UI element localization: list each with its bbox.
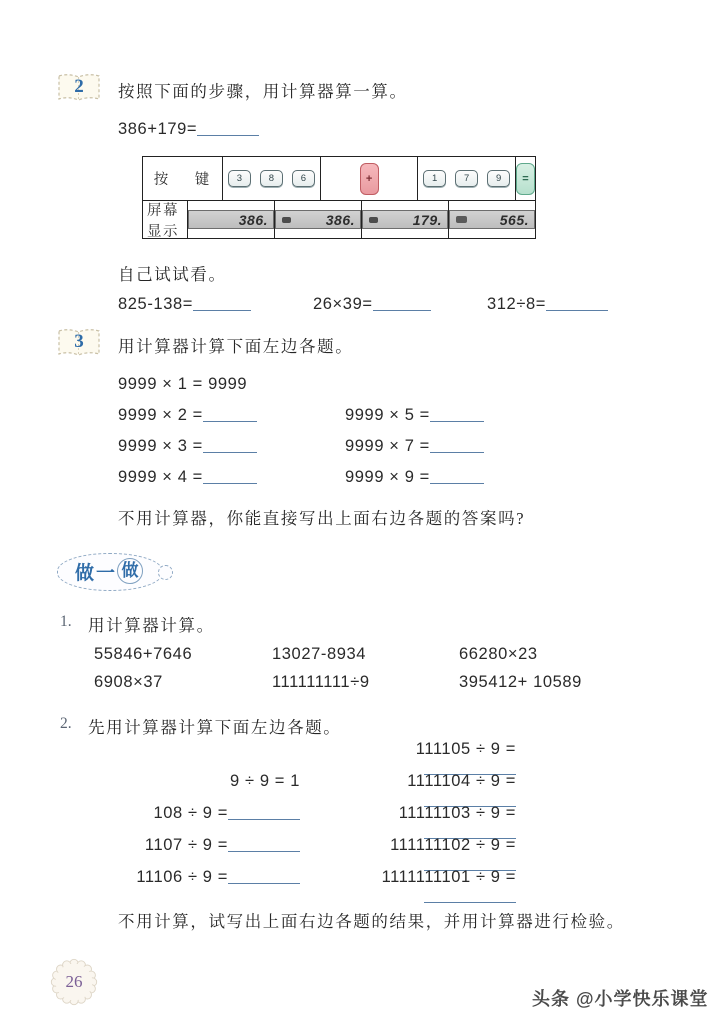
- ex3-left-row-1: 9999 × 1 = 9999: [118, 375, 248, 393]
- answer-blank[interactable]: [424, 887, 516, 903]
- ex3-right-row-3: 9999 × 9 =: [345, 468, 484, 487]
- watermark-text: 头条 @小学快乐课堂: [532, 989, 709, 1009]
- answer-blank[interactable]: [203, 406, 257, 422]
- exercise-2-number: 2: [74, 76, 84, 97]
- practice-2-left-row-3: 1107 ÷ 9 =: [120, 836, 300, 855]
- practice-2-closing: 不用计算，试写出上面右边各题的结果，并用计算器进行检验。: [118, 912, 625, 931]
- keys-cell-1: [223, 157, 321, 200]
- calculator-display-3: 179.: [362, 210, 448, 229]
- practice-2-right-row-2: 1111104 ÷ 9 =: [330, 772, 516, 810]
- answer-blank[interactable]: [430, 437, 484, 453]
- practice-2-left-row-1: 9 ÷ 9 = 1: [230, 772, 300, 790]
- try-problem-2: 26×39=: [313, 295, 431, 314]
- practice-1-r2c2: 111111111÷9: [272, 673, 370, 691]
- practice-item-2-number: 2.: [60, 715, 72, 732]
- calculator-display-4: 565.: [449, 210, 535, 229]
- ex3-left-row-3: 9999 × 3 =: [118, 437, 257, 456]
- answer-blank[interactable]: [430, 468, 484, 484]
- practice-badge: [57, 553, 181, 591]
- display-cell-4: [449, 201, 535, 238]
- memory-indicator-icon: [282, 217, 291, 223]
- answer-blank[interactable]: [430, 406, 484, 422]
- keys-cell-2: [321, 157, 419, 200]
- practice-badge-text-2: 做: [117, 558, 143, 584]
- exercise-2-instruction: 按照下面的步骤，用计算器算一算。: [118, 82, 408, 101]
- practice-2-right-row-3: 11111103 ÷ 9 =: [330, 804, 516, 842]
- table-row-displays: [143, 201, 535, 238]
- memory-indicator-icon: [456, 216, 467, 223]
- calculator-key-plus[interactable]: +: [360, 163, 379, 195]
- row-label-display: 屏幕显示: [143, 201, 188, 238]
- practice-1-r1c2: 13027-8934: [272, 645, 367, 663]
- answer-blank[interactable]: [228, 836, 300, 852]
- calculator-key-8[interactable]: 8: [260, 170, 283, 187]
- keys-cell-4: [516, 157, 535, 200]
- exercise-3-instruction: 用计算器计算下面左边各题。: [118, 337, 354, 356]
- ex3-left-row-4: 9999 × 4 =: [118, 468, 257, 487]
- page-number-badge: [50, 958, 98, 1006]
- digit-key-group: [228, 170, 315, 187]
- practice-1-r2c3: 395412+ 10589: [459, 673, 582, 691]
- exercise-3-question: 不用计算器，你能直接写出上面右边各题的答案吗?: [118, 509, 526, 528]
- page-number: 26: [65, 972, 83, 991]
- try-yourself-label: 自己试试看。: [118, 265, 227, 284]
- ex3-right-row-1: 9999 × 5 =: [345, 406, 484, 425]
- practice-item-1-instruction: 用计算器计算。: [88, 616, 215, 635]
- answer-blank[interactable]: [203, 468, 257, 484]
- answer-blank[interactable]: [193, 295, 251, 311]
- digit-key-group-2: [423, 170, 510, 187]
- answer-blank[interactable]: [228, 804, 300, 820]
- answer-blank[interactable]: [228, 868, 300, 884]
- keys-cell-3: [418, 157, 516, 200]
- memory-indicator-icon: [369, 217, 378, 223]
- answer-blank[interactable]: [546, 295, 608, 311]
- calculator-key-9[interactable]: 9: [487, 170, 510, 187]
- practice-1-r1c3: 66280×23: [459, 645, 538, 663]
- practice-2-right-row-4: 111111102 ÷ 9 =: [330, 836, 516, 874]
- practice-item-1-number: 1.: [60, 613, 72, 630]
- exercise-2-problem: 386+179=: [118, 120, 198, 138]
- ex3-right-row-2: 9999 × 7 =: [345, 437, 484, 456]
- calculator-display-1: 386.: [188, 210, 274, 229]
- table-row-keys: [143, 157, 535, 201]
- calculator-key-6[interactable]: 6: [292, 170, 315, 187]
- answer-blank[interactable]: [197, 120, 259, 136]
- exercise-3-number: 3: [74, 331, 84, 352]
- try-problem-3: 312÷8=: [487, 295, 608, 314]
- try-problem-1: 825-138=: [118, 295, 251, 314]
- display-cell-1: [188, 201, 275, 238]
- answer-blank[interactable]: [203, 437, 257, 453]
- practice-2-left-row-4: 11106 ÷ 9 =: [120, 868, 300, 887]
- exercise-2-problem-line: [118, 120, 259, 139]
- exercise-3-badge: [57, 327, 101, 358]
- calculator-key-equals[interactable]: =: [516, 163, 535, 195]
- calculator-key-7[interactable]: 7: [455, 170, 478, 187]
- practice-badge-label: [57, 553, 161, 591]
- row-label-keys: 按 键: [143, 157, 223, 200]
- exercise-2-badge: [57, 72, 101, 103]
- practice-1-r2c1: 6908×37: [94, 673, 163, 691]
- practice-badge-text-1: 做一: [74, 562, 117, 584]
- answer-blank[interactable]: [373, 295, 431, 311]
- display-cell-2: [275, 201, 362, 238]
- practice-1-r1c1: 55846+7646: [94, 645, 193, 663]
- calculator-key-3[interactable]: 3: [228, 170, 251, 187]
- ex3-left-row-2: 9999 × 2 =: [118, 406, 257, 425]
- practice-2-right-row-1: 111105 ÷ 9 =: [330, 740, 516, 778]
- practice-2-right-row-5: 1111111101 ÷ 9 =: [330, 868, 516, 906]
- practice-2-left-row-2: 108 ÷ 9 =: [120, 804, 300, 823]
- practice-item-2-instruction: 先用计算器计算下面左边各题。: [88, 718, 342, 737]
- calculator-key-1[interactable]: 1: [423, 170, 446, 187]
- calculator-steps-table: [142, 156, 536, 239]
- display-cell-3: [362, 201, 449, 238]
- calculator-display-2: 386.: [275, 210, 361, 229]
